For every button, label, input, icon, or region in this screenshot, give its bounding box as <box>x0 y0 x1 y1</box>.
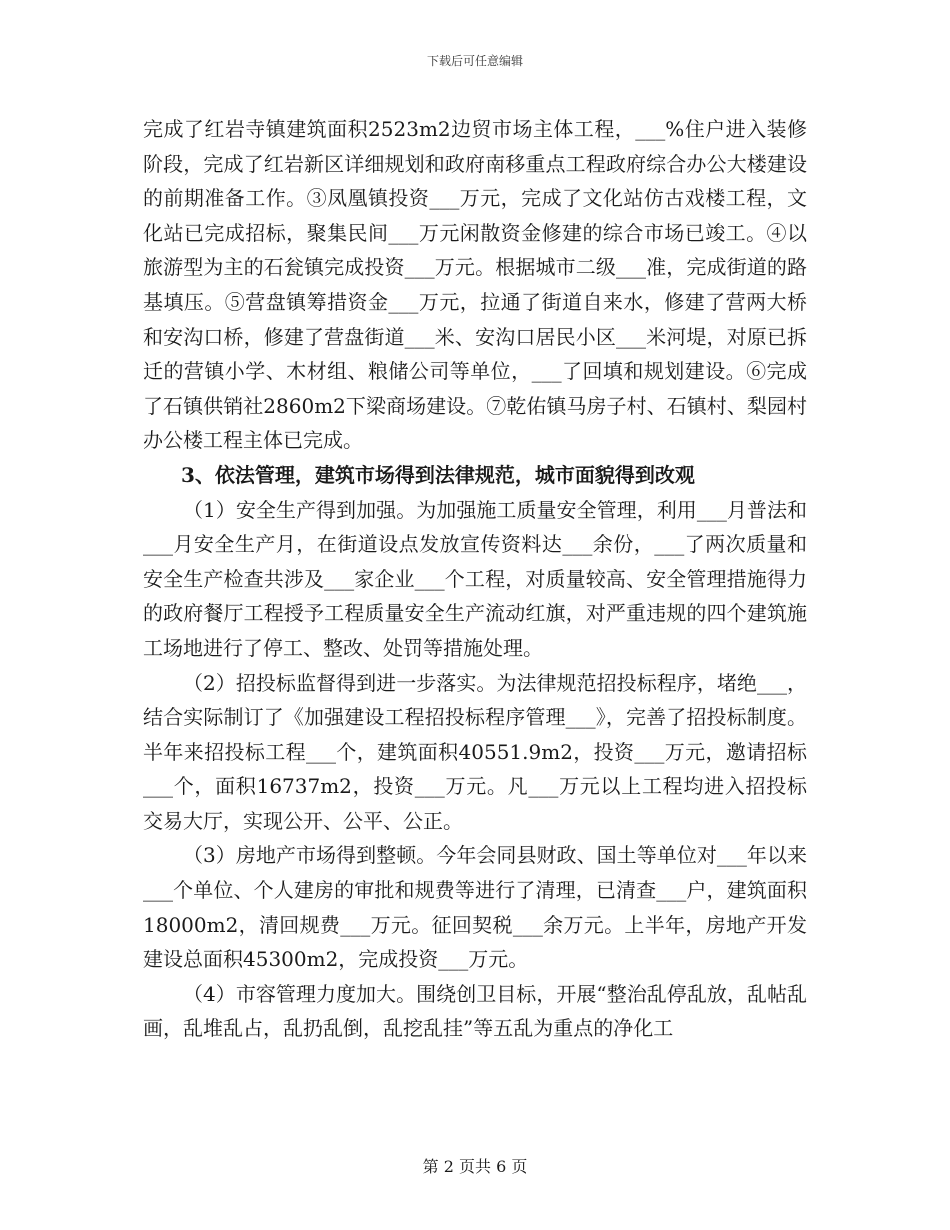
page-number: 第 2 页共 6 页 <box>422 1157 528 1176</box>
body-paragraph: （4）市容管理力度加大。围绕创卫目标，开展“整治乱停乱放，乱帖乱画，乱堆乱占，乱扔乱倒，乱挖乱挂”等五乱为重点的净化工 <box>143 981 807 1041</box>
body-paragraph: （2）招投标监督得到进一步落实。为法律规范招投标程序，堵绝___，结合实际制订了《加强建设工程招投标程序管理___》，完善了招投标制度。半年来招投标工程___个，建筑面积40551.9m2，投资___万元，邀请招标___个，面积16737m2，投资___万元。凡___万元以上工程均进入招投标交易大厅，实现公开、公平、公正。 <box>143 670 807 833</box>
body-paragraph: （3）房地产市场得到整顿。今年会同县财政、国土等单位对___年以来___个单位、个人建房的审批和规费等进行了清理，已清查___户，建筑面积18000m2，清回规费___万元。征回契税___余万元。上半年，房地产开发建设总面积45300m2，完成投资___万元。 <box>143 843 807 972</box>
page-header: 下载后可任意编辑 <box>426 54 523 68</box>
section-heading: 3、依法管理，建筑市场得到法律规范，城市面貌得到改观 <box>181 462 695 487</box>
body-paragraph: （1）安全生产得到加强。为加强施工质量安全管理，利用___月普法和___月安全生产月，在街道设点发放宣传资料达___余份，___了两次质量和安全生产检查共涉及___家企业___个工程，对质量较高、安全管理措施得力的政府餐厅工程授予工程质量安全生产流动红旗，对严重违规的四个建筑施工场地进行了停工、整改、处罚等措施处理。 <box>143 497 807 660</box>
document-body <box>143 112 807 1046</box>
body-paragraph: 完成了红岩寺镇建筑面积2523m2边贸市场主体工程，___%住户进入装修阶段，完成了红岩新区详细规划和政府南移重点工程政府综合办公大楼建设的前期准备工作。③凤凰镇投资___万元，完成了文化站仿古戏楼工程，文化站已完成招标，聚集民间___万元闲散资金修建的综合市场已竣工。④以旅游型为主的石瓮镇完成投资___万元。根据城市二级___准，完成街道的路基填压。⑤营盘镇筹措资金___万元，拉通了街道自来水，修建了营两大桥和安沟口桥，修建了营盘街道___米、安沟口居民小区___米河堤，对原已拆迁的营镇小学、木材组、粮储公司等单位，___了回填和规划建设。⑥完成了石镇供销社2860m2下梁商场建设。⑦乾佑镇马房子村、石镇村、梨园村办公楼工程主体已完成。 <box>143 117 807 453</box>
